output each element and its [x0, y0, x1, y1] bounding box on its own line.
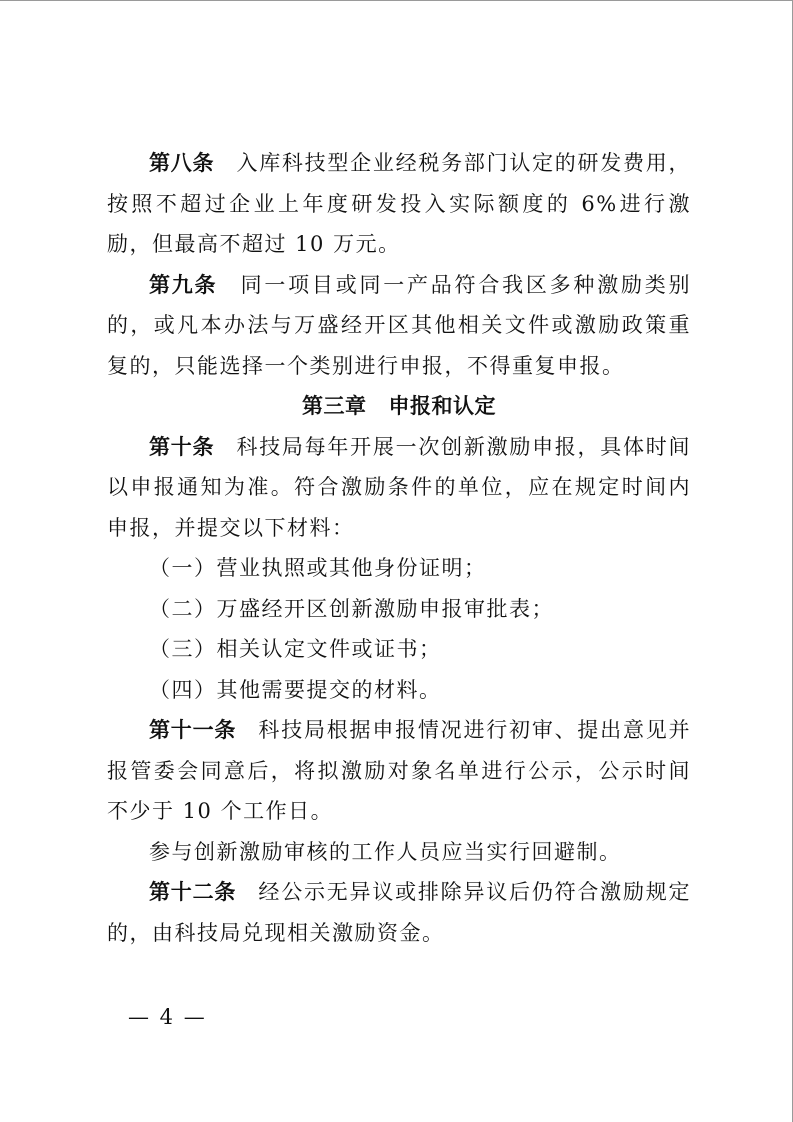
material-item-1: （一）营业执照或其他身份证明； [149, 556, 487, 580]
article-11-text: 科技局根据申报情况进行初审、提出意见并报管委会同意后，将拟激励对象名单进行公示，公示时间不少于 10 个工作日。 [107, 718, 692, 823]
article-8 [107, 143, 691, 265]
material-item-3: （三）相关认定文件或证书； [149, 637, 442, 661]
article-11-label: 第十一条 [149, 718, 237, 742]
article-9-text: 同一项目或同一产品符合我区多种激励类别的，或凡本办法与万盛经开区其他相关文件或激励政策重复的，只能选择一个类别进行申报，不得重复申报。 [107, 272, 692, 378]
page-border-top [0, 0, 793, 1]
article-12-label: 第十二条 [149, 880, 237, 904]
article-9-label: 第九条 [149, 272, 218, 297]
chapter-title: 申报和认定 [388, 394, 496, 418]
material-item-4: （四）其他需要提交的材料。 [149, 677, 442, 702]
article-8-text: 入库科技型企业经税务部门认定的研发费用，按照不超过企业上年度研发投入实际额度的 6%进行激励，但最高不超过 10 万元。 [107, 151, 691, 256]
article-10-label: 第十条 [149, 434, 215, 459]
article-12 [107, 872, 691, 953]
chapter-number: 第三章 [302, 394, 367, 418]
page-number: — 4 — [128, 1005, 207, 1029]
article-10-text: 科技局每年开展一次创新激励申报，具体时间以申报通知为准。符合激励条件的单位，应在规定时间内申报，并提交以下材料： [107, 434, 691, 540]
article-11-note: 参与创新激励审核的工作人员应当实行回避制。 [149, 839, 622, 864]
article-9 [107, 265, 691, 387]
article-8-label: 第八条 [149, 151, 215, 175]
material-item-2: （二）万盛经开区创新激励申报审批表； [149, 596, 554, 621]
chapter-heading [107, 386, 691, 427]
document-body [107, 143, 691, 953]
article-10 [107, 427, 691, 549]
article-11 [107, 710, 691, 832]
article-12-text: 经公示无异议或排除异议后仍符合激励规定的，由科技局兑现相关激励资金。 [107, 880, 692, 945]
